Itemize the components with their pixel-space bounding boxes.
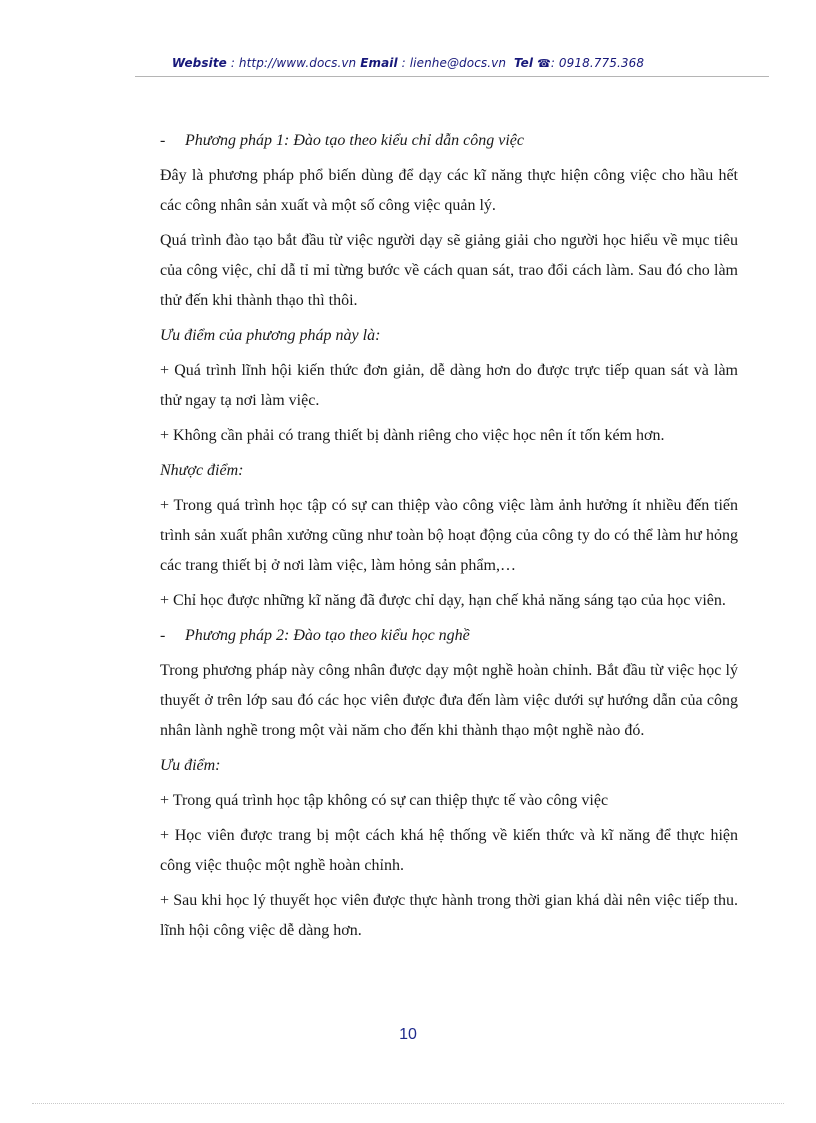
phone-icon: ☎ xyxy=(537,57,551,70)
paragraph: Trong phương pháp này công nhân được dạy một nghề hoàn chỉnh. Bắt đầu từ việc học lý thuyết ở trên lớp sau đó các học viên được đưa đến làm việc dưới sự hướng dẫn của công nhân lành nghề trong một vài năm cho đến khi thành thạo một nghề nào đó. xyxy=(160,662,738,739)
tel-value: : 0918.775.368 xyxy=(550,56,645,70)
list-item: + Chỉ học được những kĩ năng đã được chỉ dạy, hạn chế khả năng sáng tạo của học viên. xyxy=(160,592,726,609)
list-item: + Không cần phải có trang thiết bị dành riêng cho việc học nên ít tốn kém hơn. xyxy=(160,427,665,444)
advantages-1-heading: Ưu điểm của phương pháp này là: xyxy=(160,327,381,344)
list-item: + Trong quá trình học tập không có sự can thiệp thực tế vào công việc xyxy=(160,792,609,809)
advantages-2-heading: Ưu điểm: xyxy=(160,757,221,774)
email-label: Email xyxy=(360,56,398,70)
disadvantages-1-heading: Nhược điểm: xyxy=(160,462,244,479)
body-text xyxy=(160,126,738,946)
list-item: + Quá trình lĩnh hội kiến thức đơn giản, dễ dàng hơn do được trực tiếp quan sát và làm thử ngay tạ nơi làm việc. xyxy=(160,362,738,409)
method-1-title: Phương pháp 1: Đào tạo theo kiểu chỉ dẫn công việc xyxy=(185,132,524,149)
page-header xyxy=(0,56,816,70)
list-item: + Sau khi học lý thuyết học viên được thực hành trong thời gian khá dài nên việc tiếp thu. lĩnh hội công việc dễ dàng hơn. xyxy=(160,892,738,939)
list-item: + Học viên được trang bị một cách khá hệ thống về kiến thức và kĩ năng để thực hiện công việc thuộc một nghề hoàn chỉnh. xyxy=(160,827,738,874)
paragraph: Quá trình đào tạo bắt đầu từ việc người dạy sẽ giảng giải cho người học hiểu về mục tiêu của công việc, chỉ dẫ tỉ mỉ từng bước về cách quan sát, trao đổi cách làm. Sau đó cho làm thử đến khi thành thạo thì thôi. xyxy=(160,232,738,309)
footer-rule xyxy=(32,1103,784,1104)
list-dash: - xyxy=(160,627,166,644)
list-item: + Trong quá trình học tập có sự can thiệp vào công việc làm ảnh hưởng ít nhiều đến tiến trình sản xuất phân xưởng cũng như toàn bộ hoạt động của công ty do có thể làm hư hỏng các trang thiết bị ở nơi làm việc, làm hỏng sản phẩm,… xyxy=(160,497,738,574)
method-1-heading xyxy=(160,126,738,156)
header-rule xyxy=(135,76,769,77)
page-number: 10 xyxy=(399,1026,417,1043)
website-label: Website xyxy=(171,56,227,70)
website-url[interactable]: : http://www.docs.vn xyxy=(230,56,357,70)
paragraph: Đây là phương pháp phổ biến dùng để dạy các kĩ năng thực hiện công việc cho hầu hết các công nhân sản xuất và một số công việc quản lý. xyxy=(160,167,738,214)
list-dash: - xyxy=(160,132,166,149)
email-value[interactable]: : lienhe@docs.vn xyxy=(401,56,507,70)
method-2-title: Phương pháp 2: Đào tạo theo kiểu học nghề xyxy=(185,627,470,644)
tel-label: Tel xyxy=(513,56,534,70)
method-2-heading xyxy=(160,621,738,651)
